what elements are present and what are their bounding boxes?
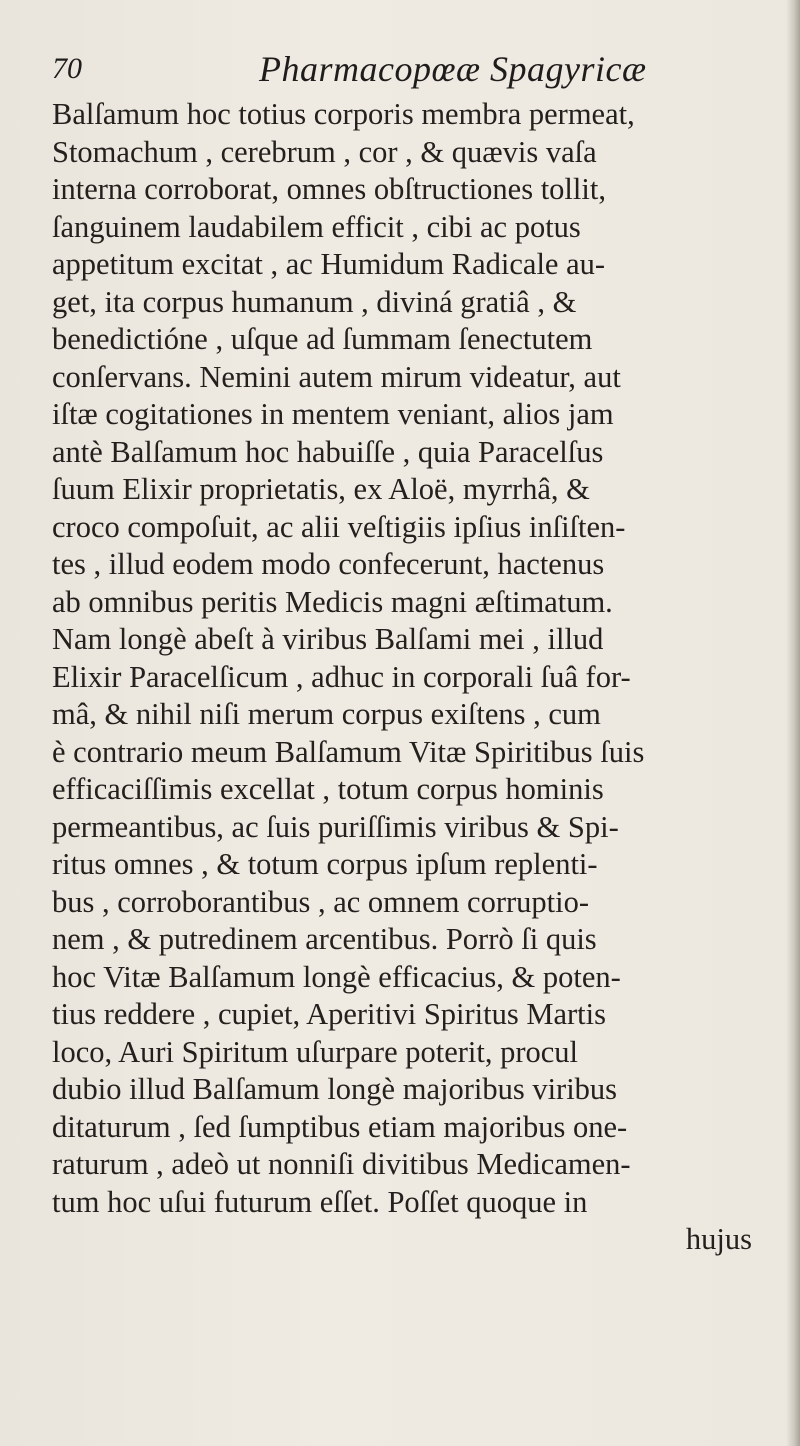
text-line: è contrario meum Balſamum Vitæ Spiritibus ſuis (52, 734, 645, 769)
text-line: efficaciſſimis excellat , totum corpus hominis (52, 772, 604, 806)
text-line: ditaturum , ſed ſumptibus etiam majoribus one- (52, 1109, 628, 1144)
text-line: croco compoſuit, ac alii veſtigiis ipſius inſiſten- (52, 509, 626, 544)
text-line: appetitum excitat , ac Humidum Radicale au- (52, 247, 606, 281)
body-text (52, 96, 777, 1259)
text-line: conſervans. Nemini autem mirum videatur, aut (52, 359, 621, 394)
text-line: tius reddere , cupiet, Aperitivi Spiritus Martis (52, 997, 606, 1031)
text-line: nem , & putredinem arcentibus. Porrò ſi quis (52, 922, 597, 956)
text-line: ab omnibus peritis Medicis magni æſtimatum. (52, 584, 613, 619)
page-number: 70 (52, 52, 82, 85)
text-line: ſuum Elixir proprietatis, ex Aloë, myrrhâ, & (52, 472, 590, 506)
text-line: Balſamum hoc totius corporis membra permeat, (52, 97, 635, 131)
text-line: ſanguinem laudabilem efficit , cibi ac potus (52, 209, 581, 244)
text-line: bus , corroborantibus , ac omnem corruptio- (52, 884, 589, 919)
text-line: loco, Auri Spiritum uſurpare poterit, procul (52, 1034, 579, 1069)
text-line: tum hoc uſui futurum eſſet. Poſſet quoque in (52, 1184, 588, 1219)
running-title: Pharmacopœæ Spagyricæ (259, 49, 647, 89)
text-line: iſtæ cogitationes in mentem veniant, alios jam (52, 397, 614, 431)
text-line: hoc Vitæ Balſamum longè efficacius, & poten- (52, 959, 621, 994)
text-line: Nam longè abeſt à viribus Balſami mei , illud (52, 622, 604, 656)
text-line: Elixir Paracelſicum , adhuc in corporali ſuâ for- (52, 659, 631, 694)
text-line: mâ, & nihil niſi merum corpus exiſtens , cum (52, 697, 601, 731)
text-line: antè Balſamum hoc habuiſſe , quia Paracelſus (52, 434, 604, 469)
page-edge-shadow (786, 0, 800, 1446)
catchword: hujus (685, 1222, 752, 1256)
text-line: interna corroborat, omnes obſtructiones tollit, (52, 172, 606, 206)
text-line: ritus omnes , & totum corpus ipſum replenti- (52, 847, 598, 881)
text-line: permeantibus, ac ſuis puriſſimis viribus & Spi- (52, 809, 619, 844)
text-line: tes , illud eodem modo confecerunt, hactenus (52, 547, 605, 581)
text-line: benedictióne , uſque ad ſummam ſenectutem (52, 322, 593, 356)
text-line: dubio illud Balſamum longè majoribus viribus (52, 1072, 618, 1106)
page-header (52, 44, 752, 94)
text-line: raturum , adeò ut nonniſi divitibus Medicamen- (52, 1147, 631, 1181)
text-line: get, ita corpus humanum , diviná gratiâ , & (52, 284, 577, 319)
text-line: Stomachum , cerebrum , cor , & quævis vaſa (52, 134, 597, 169)
